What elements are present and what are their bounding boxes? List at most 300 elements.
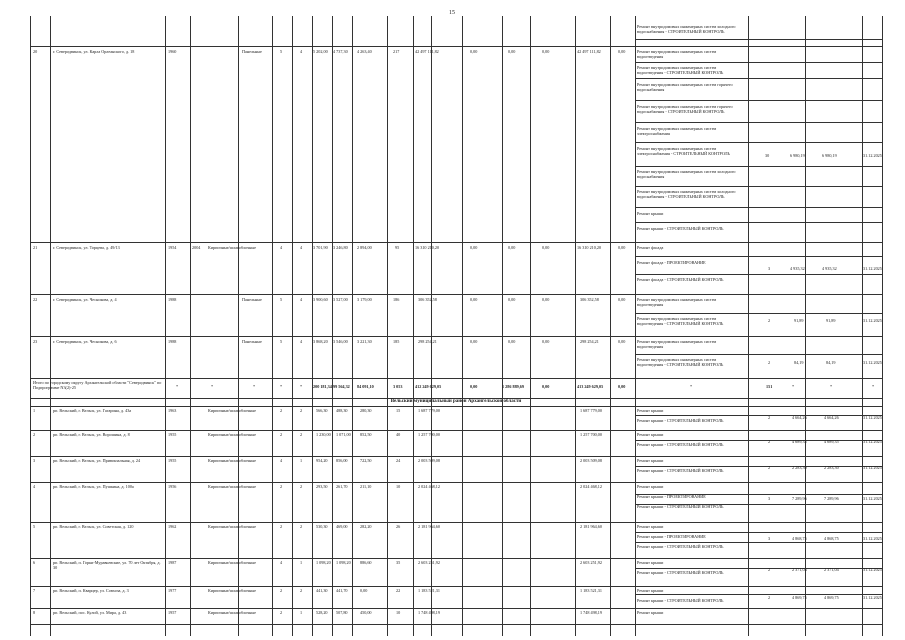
row-area-residential: 4 263,40 — [357, 49, 372, 54]
row-area-living: 3 546,00 — [333, 339, 348, 344]
grid-line — [610, 16, 611, 636]
grid-line — [502, 16, 503, 636]
work-quantity: 2 — [768, 439, 771, 444]
max-cost: 4 868,75 — [824, 536, 839, 541]
work-type: Ремонт крыши — [637, 484, 664, 489]
grid-line — [635, 542, 882, 543]
row-material: Панельные — [242, 297, 262, 302]
row-residents: 26 — [396, 524, 401, 529]
grid-line — [635, 78, 882, 79]
work-type: Ремонт крыши — [637, 524, 664, 529]
work-type: Ремонт крыши - ПРОЕКТИРОВАНИЕ — [637, 494, 706, 499]
grid-line — [50, 16, 51, 636]
grid-line — [292, 16, 293, 636]
grid-line — [748, 16, 749, 636]
row-total: 306 352,58 — [580, 297, 599, 302]
row-area-total: 3 701,90 — [313, 245, 328, 250]
row-area-residential: 450,00 — [360, 610, 372, 615]
row-fund-1: 0,00 — [470, 245, 478, 250]
completion-date: 31.12.2025 — [863, 496, 882, 501]
row-residents: 15 — [396, 408, 401, 413]
row-address: рп. Вельский, г. Вельск, ул. Пушкина, д. 100а — [53, 484, 134, 489]
grid-line — [635, 466, 882, 467]
page-number: 15 — [449, 10, 455, 16]
row-total: 42 497 111,82 — [577, 49, 601, 54]
row-fund-1: 0,00 — [470, 339, 478, 344]
grid-line — [635, 274, 882, 275]
row-address: рп. Вельский, г. Вельск, ул. Привокзальная, д. 24 — [53, 458, 141, 463]
work-type: Ремонт фасада - ПРОЕКТИРОВАНИЕ — [637, 260, 706, 265]
max-cost: 4 935,32 — [822, 266, 837, 271]
row-address: рп. Вельский, п. Кварцер, ул. Совхоза, д. 3 — [53, 588, 129, 593]
row-year: 1963 — [168, 408, 177, 413]
work-quantity: 2 — [768, 360, 771, 365]
work-type: Ремонт внутридомовых инженерных систем водоотведения — [637, 297, 717, 307]
row-year: 1955 — [168, 458, 177, 463]
row-year: 1962 — [168, 524, 177, 529]
row-entrances: 1 — [300, 610, 303, 615]
total-star: * — [176, 384, 179, 389]
grid-line — [635, 62, 882, 63]
row-year: 1955 — [168, 432, 177, 437]
work-quantity: 2 — [768, 567, 771, 572]
completion-date: 31.12.2025 — [863, 318, 882, 323]
unit-cost: 91,89 — [794, 318, 804, 323]
row-area-living: 469,00 — [336, 524, 348, 529]
row-material: Панельные — [242, 339, 262, 344]
row-address: г. Северодвинск, ул. Торцева, д. 49/13 — [53, 245, 120, 250]
total-area-residential: 84 091,10 — [357, 384, 374, 389]
row-floors: 5 — [280, 339, 283, 344]
grid-line — [30, 608, 882, 609]
row-sum: 1 183 521,31 — [418, 588, 440, 593]
row-fund-3: 0,00 — [542, 297, 550, 302]
total-star: * — [792, 384, 795, 389]
grid-line — [862, 16, 863, 636]
grid-line — [190, 16, 191, 636]
work-type: Ремонт внутридомовых инженерных систем водоотведения - СТРОИТЕЛЬНЫЙ КОНТРОЛЬ — [637, 65, 724, 75]
row-floors: 5 — [280, 49, 283, 54]
work-type: Ремонт крыши — [637, 211, 664, 216]
row-residents: 22 — [396, 588, 401, 593]
row-residents: 24 — [396, 458, 401, 463]
max-cost: 91,89 — [826, 318, 836, 323]
row-number: 3 — [33, 458, 36, 463]
total-sum: 412 249 629,05 — [415, 384, 442, 389]
row-year: 1957 — [168, 610, 177, 615]
completion-date: 31.12.2025 — [863, 536, 882, 541]
row-entrances: 4 — [300, 49, 303, 54]
grid-line — [413, 16, 414, 636]
row-year: 1954 — [168, 245, 177, 250]
work-quantity: 2 — [768, 318, 771, 323]
work-type: Ремонт фасада — [637, 245, 664, 250]
total-area-living: 99 564,32 — [333, 384, 350, 389]
grid-line — [30, 336, 882, 337]
max-cost: 7 289,96 — [824, 496, 839, 501]
row-total: 2 603 251,92 — [580, 560, 602, 565]
work-type: Ремонт внутридомовых инженерных систем электроснабжения - СТРОИТЕЛЬНЫЙ КОНТРОЛЬ — [637, 146, 730, 156]
row-number: 21 — [33, 245, 38, 250]
row-floors: 2 — [280, 484, 283, 489]
grid-line — [635, 186, 882, 187]
row-sum: 16 310 210,20 — [415, 245, 440, 250]
total-quantity: 151 — [766, 384, 773, 389]
row-area-residential: 211,10 — [360, 484, 372, 489]
grid-line — [882, 16, 883, 636]
total-label: Итого по городскому округу Архангельской области "Северодвинск" по Подпрограмме N3(2)-25 — [33, 380, 162, 390]
work-type: Ремонт внутридомовых инженерных систем водоотведения — [637, 49, 717, 59]
row-area-total: 954,20 — [316, 458, 328, 463]
row-area-living: 1 098,20 — [336, 560, 351, 565]
grid-line — [30, 624, 882, 625]
row-material: Кирпичные/шлакоблочные — [208, 560, 257, 565]
max-cost: 4 689,35 — [824, 439, 839, 444]
row-material: Кирпичные/шлакоблочные — [208, 458, 257, 463]
row-residents: 95 — [395, 245, 400, 250]
row-area-residential: 280,30 — [360, 408, 372, 413]
row-address: г. Северодвинск, ул. Карла Орлеанского, д. 18 — [53, 49, 135, 54]
grid-line — [635, 122, 882, 123]
row-area-living: 507,80 — [336, 610, 348, 615]
row-total: 1 257 700,00 — [580, 432, 602, 437]
grid-line — [30, 294, 882, 295]
row-area-residential: 3 179,00 — [357, 297, 372, 302]
work-quantity: 3 — [768, 496, 771, 501]
work-type: Ремонт крыши - СТРОИТЕЛЬНЫЙ КОНТРОЛЬ — [637, 504, 724, 509]
row-area-residential: 3 221,30 — [357, 339, 372, 344]
work-quantity: 2 — [768, 415, 771, 420]
grid-line — [635, 39, 882, 40]
row-floors: 4 — [280, 458, 283, 463]
row-fund-4: 0,00 — [618, 297, 626, 302]
row-address: рп. Вельский, п. Горки-Муравьевские, ул. 70 лет Октября, д. 30 — [53, 560, 161, 570]
work-type: Ремонт внутридомовых инженерных систем водоотведения — [637, 339, 717, 349]
row-fund-2: 0,00 — [508, 49, 516, 54]
row-area-total: 528,20 — [316, 610, 328, 615]
unit-cost: 6 980,19 — [790, 153, 805, 158]
row-entrances: 1 — [300, 458, 303, 463]
row-number: 6 — [33, 560, 36, 565]
grid-line — [575, 16, 576, 636]
work-type: Ремонт крыши — [637, 560, 664, 565]
work-type: Ремонт внутридомовых инженерных систем холодного водоснабжения — [637, 169, 736, 179]
max-cost: 2 371,04 — [824, 567, 839, 572]
grid-line — [272, 16, 273, 636]
row-year: 1988 — [168, 297, 177, 302]
grid-line — [635, 256, 882, 257]
max-cost: 4 869,75 — [824, 595, 839, 600]
row-entrances: 4 — [300, 339, 303, 344]
work-type: Ремонт внутридомовых инженерных систем холодного водоснабжения - СТРОИТЕЛЬНЫЙ КОНТРОЛЬ — [637, 24, 736, 34]
row-address: г. Северодвинск, ул. Чеснокова, д. 4 — [53, 297, 117, 302]
row-area-living: 856,00 — [336, 458, 348, 463]
work-type: Ремонт внутридомовых инженерных систем холодного водоснабжения - СТРОИТЕЛЬНЫЙ КОНТРОЛЬ — [637, 189, 736, 199]
row-floors: 4 — [280, 560, 283, 565]
row-sum: 2 181 964,60 — [418, 524, 440, 529]
grid-line — [635, 16, 636, 636]
row-sum: 2 603 251,92 — [418, 560, 440, 565]
row-year: 1977 — [168, 588, 177, 593]
total-fund-1: 0,00 — [470, 384, 478, 389]
row-area-residential: 0,00 — [360, 588, 368, 593]
work-type: Ремонт крыши - СТРОИТЕЛЬНЫЙ КОНТРОЛЬ — [637, 468, 724, 473]
capital-repair-table — [30, 16, 882, 636]
grid-line — [30, 482, 882, 483]
work-type: Ремонт крыши - СТРОИТЕЛЬНЫЙ КОНТРОЛЬ — [637, 226, 724, 231]
work-type: Ремонт внутридомовых инженерных систем водоотведения - СТРОИТЕЛЬНЫЙ КОНТРОЛЬ — [637, 357, 724, 367]
total-total: 413 249 629,05 — [577, 384, 604, 389]
work-quantity: 2 — [768, 595, 771, 600]
grid-line — [30, 558, 882, 559]
total-star: * — [690, 384, 693, 389]
row-floors: 5 — [280, 297, 283, 302]
work-type: Ремонт крыши — [637, 432, 664, 437]
row-area-residential: 852,50 — [360, 432, 372, 437]
row-area-residential: 282,20 — [360, 524, 372, 529]
row-fund-1: 0,00 — [470, 49, 478, 54]
row-total: 1 183 521,31 — [580, 588, 602, 593]
grid-line — [30, 456, 882, 457]
unit-cost: 2 283,30 — [792, 465, 807, 470]
row-residents: 185 — [393, 339, 400, 344]
row-fund-3: 0,00 — [542, 49, 550, 54]
work-quantity: 3 — [768, 536, 771, 541]
row-address: г. Северодвинск, ул. Чеснокова, д. 6 — [53, 339, 117, 344]
unit-cost: 4 935,32 — [790, 266, 805, 271]
work-type: Ремонт крыши - СТРОИТЕЛЬНЫЙ КОНТРОЛЬ — [637, 418, 724, 423]
completion-date: 31.12.2025 — [863, 439, 882, 444]
row-fund-4: 0,00 — [618, 339, 626, 344]
row-area-total: 441,30 — [316, 588, 328, 593]
row-number: 4 — [33, 484, 36, 489]
row-entrances: 4 — [300, 245, 303, 250]
max-cost: 4 664,26 — [824, 415, 839, 420]
total-star: * — [280, 384, 283, 389]
row-area-total: 566,30 — [316, 408, 328, 413]
row-total: 1 687 779,00 — [580, 408, 602, 413]
row-year: 1987 — [168, 560, 177, 565]
work-type: Ремонт крыши — [637, 588, 664, 593]
grid-line — [387, 16, 388, 636]
total-fund-4: 0,00 — [618, 384, 626, 389]
row-area-living: 441,70 — [336, 588, 348, 593]
total-star: * — [830, 384, 833, 389]
row-floors: 2 — [280, 408, 283, 413]
row-total: 2 024 468,12 — [580, 484, 602, 489]
grid-line — [30, 522, 882, 523]
total-star: * — [211, 384, 214, 389]
row-entrances: 2 — [300, 408, 303, 413]
work-type: Ремонт внутридомовых инженерных систем горячего водоснабжения — [637, 82, 733, 92]
grid-line — [805, 16, 806, 636]
row-total: 2 003 509,08 — [580, 458, 602, 463]
row-fund-1: 0,00 — [470, 297, 478, 302]
row-area-total: 1 098,20 — [316, 560, 331, 565]
max-cost: 6 980,19 — [822, 153, 837, 158]
grid-line — [30, 406, 882, 407]
row-number: 23 — [33, 339, 38, 344]
row-entrances: 1 — [300, 560, 303, 565]
row-fund-2: 0,00 — [508, 339, 516, 344]
total-fund-2: 1 286 889,69 — [502, 384, 524, 389]
grid-line — [30, 586, 882, 587]
row-material: Кирпичные/шлакоблочные — [208, 432, 257, 437]
row-entrances: 2 — [300, 588, 303, 593]
row-sum: 42 497 111,82 — [415, 49, 439, 54]
grid-line — [635, 313, 882, 314]
row-number: 5 — [33, 524, 36, 529]
row-area-living: 1 071,00 — [336, 432, 351, 437]
row-area-residential: 886,60 — [360, 560, 372, 565]
row-entrances: 2 — [300, 524, 303, 529]
row-sum: 2 024 468,12 — [418, 484, 440, 489]
row-area-total: 1 230,00 — [316, 432, 331, 437]
total-star: * — [300, 384, 303, 389]
row-fund-4: 0,00 — [618, 245, 626, 250]
row-address: рп. Вельский, г. Вельск, ул. Ворошина, д. 8 — [53, 432, 130, 437]
row-address: рп. Вельский, пос. Кулой, ул. Мира, д. 43 — [53, 610, 127, 615]
grid-line — [635, 207, 882, 208]
row-material: Кирпичные/шлакоблочные — [208, 610, 257, 615]
grid-line — [635, 594, 882, 595]
grid-line — [431, 16, 432, 636]
row-fund-3: 0,00 — [542, 245, 550, 250]
total-fund-3: 0,00 — [542, 384, 550, 389]
grid-line — [635, 100, 882, 101]
unit-cost: 4 664,26 — [792, 415, 807, 420]
completion-date: 31.12.2025 — [863, 266, 882, 271]
row-area-total: 3 868,20 — [313, 339, 328, 344]
row-fund-3: 0,00 — [542, 339, 550, 344]
row-area-living: 4 737,30 — [333, 49, 348, 54]
section-title: Вельский муниципальный район Архангельской области — [390, 399, 522, 404]
row-address: рп. Вельский, г. Вельск, ул. Советская, д. 120 — [53, 524, 134, 529]
grid-line — [165, 16, 166, 636]
row-sum: 306 352,58 — [418, 297, 437, 302]
row-year: 1956 — [168, 484, 177, 489]
row-area-living: 261,70 — [336, 484, 348, 489]
row-area-residential: 722,50 — [360, 458, 372, 463]
row-total: 2 181 964,60 — [580, 524, 602, 529]
work-type: Ремонт крыши - СТРОИТЕЛЬНЫЙ КОНТРОЛЬ — [637, 598, 724, 603]
row-floors: 4 — [280, 245, 283, 250]
row-year-renovation: 2004 — [192, 245, 201, 250]
grid-line — [635, 532, 882, 533]
row-material: Кирпичные/шлакоблочные — [208, 588, 257, 593]
row-residents: 217 — [393, 49, 400, 54]
completion-date: 31.12.2025 — [863, 595, 882, 600]
grid-line — [30, 16, 31, 636]
work-type: Ремонт крыши — [637, 408, 664, 413]
row-number: 22 — [33, 297, 38, 302]
row-sum: 2 003 509,08 — [418, 458, 440, 463]
grid-line — [462, 16, 463, 636]
completion-date: 31.12.2025 — [863, 465, 882, 470]
grid-line — [352, 16, 353, 636]
total-area-total: 200 181,34 — [313, 384, 332, 389]
completion-date: 31.12.2025 — [863, 360, 882, 365]
total-star: * — [872, 384, 875, 389]
grid-line — [30, 242, 882, 243]
grid-line — [30, 46, 882, 47]
grid-line — [530, 16, 531, 636]
work-type: Ремонт внутридомовых инженерных систем горячего водоснабжения - СТРОИТЕЛЬНЫЙ КОНТРОЛЬ — [637, 104, 733, 114]
work-type: Ремонт внутридомовых инженерных систем электроснабжения — [637, 126, 717, 136]
grid-line — [635, 166, 882, 167]
total-residents: 3 053 — [393, 384, 403, 389]
row-sum: 1 687 779,00 — [418, 408, 440, 413]
row-floors: 2 — [280, 588, 283, 593]
row-total: 298 254,21 — [580, 339, 599, 344]
grid-line — [332, 16, 333, 636]
work-type: Ремонт фасада - СТРОИТЕЛЬНЫЙ КОНТРОЛЬ — [637, 277, 724, 282]
grid-line — [312, 16, 313, 636]
row-area-living: 3 246,80 — [333, 245, 348, 250]
row-area-living: 3 527,00 — [333, 297, 348, 302]
row-area-living: 488,30 — [336, 408, 348, 413]
row-residents: 40 — [396, 432, 401, 437]
unit-cost: 4 868,75 — [792, 536, 807, 541]
grid-line — [635, 568, 882, 569]
row-material: Панельные — [242, 49, 262, 54]
work-type: Ремонт крыши - ПРОЕКТИРОВАНИЕ — [637, 534, 706, 539]
row-total: 1 748 498,19 — [580, 610, 602, 615]
row-area-total: 3 900,60 — [313, 297, 328, 302]
row-area-total: 293,50 — [316, 484, 328, 489]
row-residents: 10 — [396, 484, 401, 489]
row-sum: 298 254,21 — [418, 339, 437, 344]
row-area-total: 5 202,00 — [313, 49, 328, 54]
row-number: 1 — [33, 408, 36, 413]
row-material: Кирпичные/шлакоблочные — [208, 484, 257, 489]
row-entrances: 2 — [300, 484, 303, 489]
work-type: Ремонт крыши - СТРОИТЕЛЬНЫЙ КОНТРОЛЬ — [637, 544, 724, 549]
row-total: 16 310 210,20 — [577, 245, 602, 250]
row-number: 2 — [33, 432, 36, 437]
work-quantity: 2 — [768, 465, 771, 470]
row-material: Кирпичные/шлакоблочные — [208, 408, 257, 413]
row-area-residential: 2 894,00 — [357, 245, 372, 250]
work-quantity: 3 — [768, 266, 771, 271]
work-type: Ремонт крыши - СТРОИТЕЛЬНЫЙ КОНТРОЛЬ — [637, 442, 724, 447]
row-residents: 10 — [396, 610, 401, 615]
work-type: Ремонт крыши - СТРОИТЕЛЬНЫЙ КОНТРОЛЬ — [637, 570, 724, 575]
max-cost: 84,19 — [826, 360, 836, 365]
row-address: рп. Вельский, г. Вельск, ул. Гагарина, д. 43а — [53, 408, 132, 413]
grid-line — [30, 430, 882, 431]
work-quantity: 30 — [765, 153, 770, 158]
completion-date: 31.12.2025 — [863, 567, 882, 572]
row-residents: 35 — [396, 560, 401, 565]
row-sum: 1 748 498,19 — [418, 610, 440, 615]
work-type: Ремонт крыши — [637, 610, 664, 615]
row-material: Кирпичные/шлакоблочные — [208, 245, 257, 250]
grid-line — [635, 415, 882, 416]
row-number: 20 — [33, 49, 38, 54]
row-sum: 1 257 700,00 — [418, 432, 440, 437]
row-floors: 2 — [280, 610, 283, 615]
row-fund-4: 0,00 — [618, 49, 626, 54]
grid-line — [635, 440, 882, 441]
grid-line — [238, 16, 239, 636]
row-entrances: 2 — [300, 432, 303, 437]
total-star: * — [253, 384, 256, 389]
unit-cost: 2 371,04 — [792, 567, 807, 572]
unit-cost: 84,19 — [794, 360, 804, 365]
completion-date: 31.12.2025 — [863, 415, 882, 420]
work-type: Ремонт крыши — [637, 458, 664, 463]
